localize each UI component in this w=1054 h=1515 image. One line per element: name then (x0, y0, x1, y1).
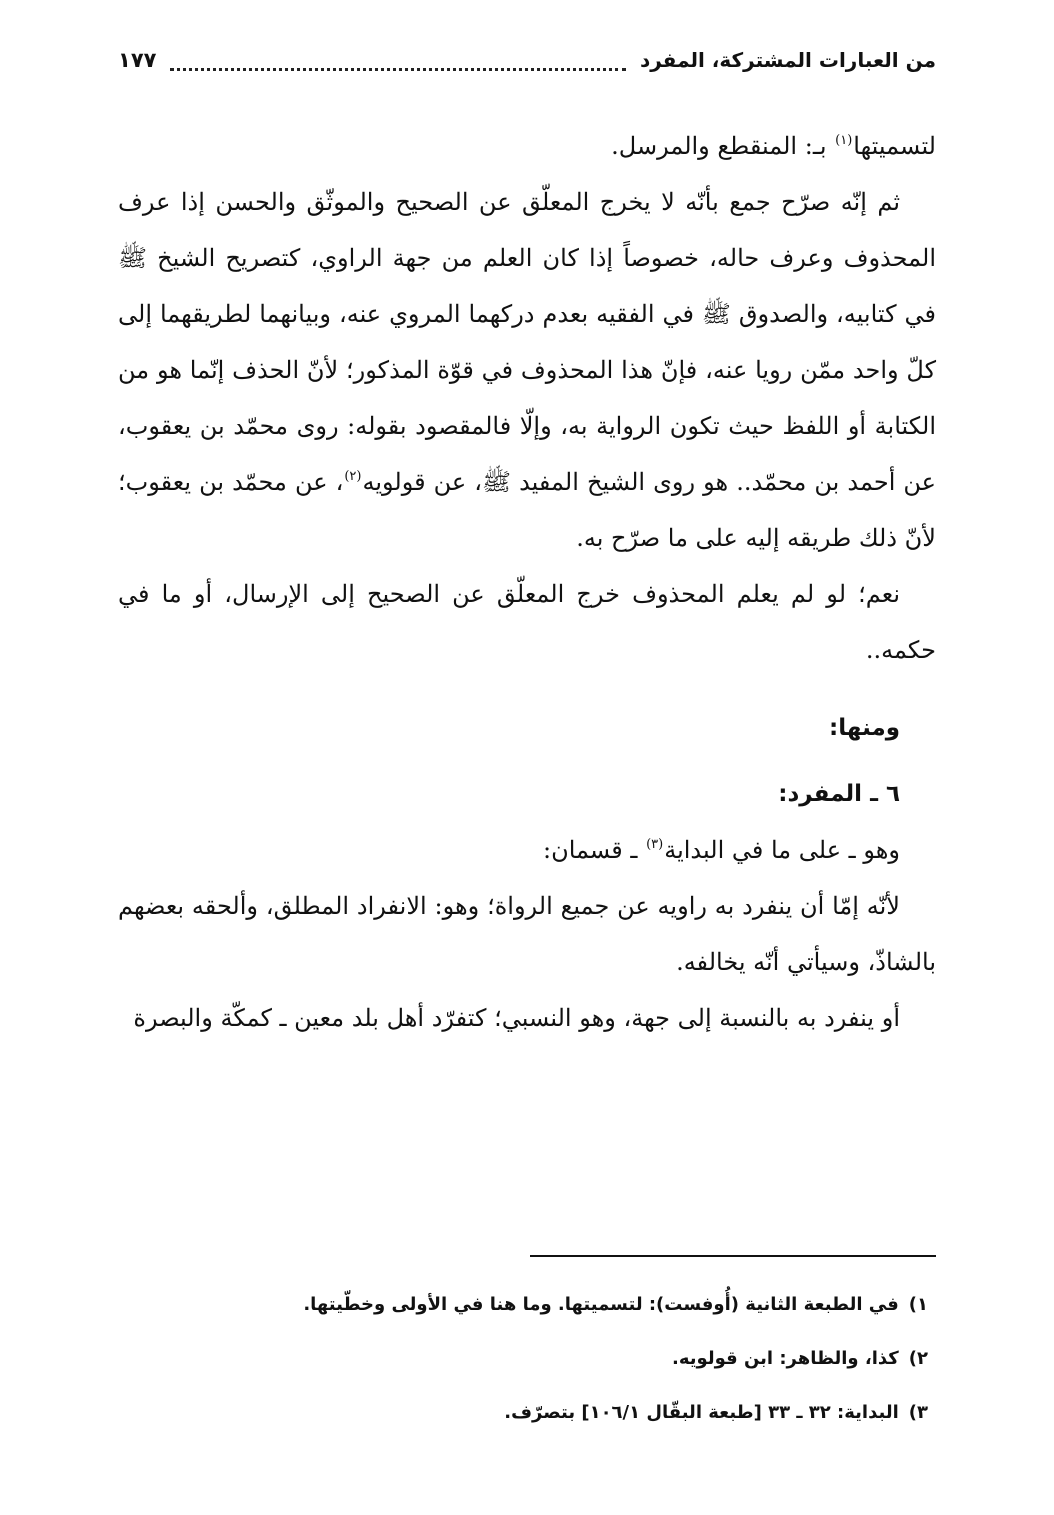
paragraph-2 (118, 174, 936, 566)
paragraph-1-after: بـ: المنقطع والمرسل. (611, 132, 835, 160)
paragraph-4-before: وهو ـ على ما في البداية (664, 836, 900, 864)
footnote-3-text: البداية: ٣٢ ـ ٣٣ [طبعة البقّال ١٠٦/١] بتصرّف. (504, 1402, 899, 1423)
footnote-2-text: كذا، والظاهر: ابن قولويه. (672, 1348, 899, 1369)
footnote-1 (118, 1278, 936, 1332)
footnote-ref-1[interactable]: (١) (835, 133, 853, 148)
footnote-3 (118, 1386, 936, 1440)
footnotes (118, 1278, 936, 1440)
paragraph-5: لأنّه إمّا أن ينفرد به راويه عن جميع الرواة؛ وهو: الانفراد المطلق، وألحقه بعضهم بالشاذّ، وسيأتي أنّه يخالفه. (118, 892, 936, 976)
running-header (118, 40, 936, 80)
footnote-ref-3[interactable]: (٣) (646, 837, 664, 852)
main-text (118, 118, 936, 1046)
paragraph-2-end: ، عن محمّد بن يعقوب؛ لأنّ ذلك طريقه إليه على ما صرّح به. (118, 468, 936, 552)
footnote-separator (530, 1255, 936, 1257)
paragraph-1 (118, 118, 936, 174)
section-heading-minha: ومنها: (829, 715, 900, 741)
paragraph-4-after: ـ قسمان: (543, 836, 646, 864)
dotted-leader (170, 60, 626, 71)
paragraph-4 (118, 822, 936, 878)
footnote-1-number: ١) (908, 1294, 928, 1315)
footnote-2 (118, 1332, 936, 1386)
paragraph-2-text: ثم إنّه صرّح جمع بأنّه لا يخرج المعلّق عن الصحيح والموثّق والحسن إذا عرف المحذوف وعرف حاله، خصوصاً إذا كان العلم من جهة الراوي، كتصريح الشيخ ﷺ في كتابيه، والصدوق ﷺ في الفقيه بعدم دركهما المروي عنه، وبيانهما لطريقهما إلى كلّ واحد ممّن رويا عنه، فإنّ هذا المحذوف في قوّة المذكور؛ لأنّ الحذف إنّما هو من الكتابة أو اللفظ حيث تكون الرواية به، وإلّا فالمقصود بقوله: روى محمّد بن يعقوب، عن أحمد بن محمّد.. هو روى الشيخ المفيد ﷺ، عن قولويه (118, 188, 936, 496)
footnote-2-number: ٢) (908, 1348, 928, 1369)
chapter-title: من العبارات المشتركة، المفرد (639, 48, 936, 72)
paragraph-3: نعم؛ لو لم يعلم المحذوف خرج المعلّق عن الصحيح إلى الإرسال، أو ما في حكمه.. (118, 580, 936, 664)
paragraph-1-before: لتسميتها (853, 132, 936, 160)
footnote-1-text: في الطبعة الثانية (أُوفست): لتسميتها. وما هنا في الأولى وخطّيتها. (303, 1294, 899, 1315)
footnote-ref-2[interactable]: (٢) (344, 469, 362, 484)
page-number: ١٧٧ (118, 48, 157, 72)
section-heading-mufrad: ٦ ـ المفرد: (778, 781, 900, 807)
footnote-3-number: ٣) (908, 1402, 928, 1423)
paragraph-6: أو ينفرد به بالنسبة إلى جهة، وهو النسبي؛ كتفرّد أهل بلد معين ـ كمكّة والبصرة (133, 1004, 900, 1032)
